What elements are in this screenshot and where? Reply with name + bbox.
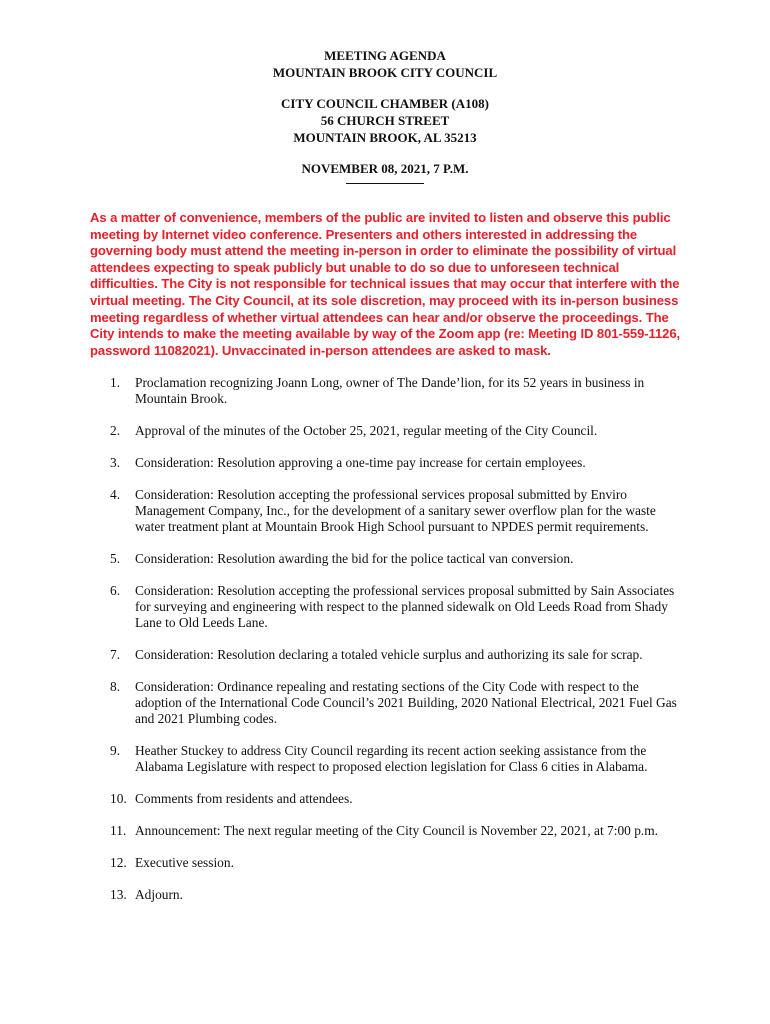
agenda-item-3 — [110, 455, 680, 471]
agenda-item-6 — [110, 583, 680, 631]
agenda-list — [110, 375, 680, 903]
item-text: Consideration: Resolution declaring a totaled vehicle surplus and authorizing its sale for scrap. — [135, 647, 643, 662]
virtual-meeting-notice: As a matter of convenience, members of the public are invited to listen and observe this public meeting by Internet video conference. Presenters and others interested in addressing the governing body must attend the meeting in-person in order to eliminate the possibility of virtual attendees expecting to speak publicly but unable to do so due to unforeseen technical difficulties. The City is not responsible for technical issues that may occur that interfere with the virtual meeting. The City Council, at its sole discretion, may proceed with its in-person business meeting regardless of whether virtual attendees can hear and/or observe the proceedings. The City intends to make the meeting available by way of the Zoom app (re: Meeting ID 801-559-1126, password 11082021). Unvaccinated in-person attendees are asked to mask. — [90, 210, 681, 358]
item-text: Approval of the minutes of the October 25, 2021, regular meeting of the City Council. — [135, 423, 598, 438]
item-number: 2. — [110, 423, 121, 438]
item-text: Consideration: Resolution awarding the bid for the police tactical van conversion. — [135, 551, 574, 566]
header-council: MOUNTAIN BROOK CITY COUNCIL — [272, 65, 498, 80]
item-number: 11. — [110, 823, 127, 838]
item-text: Comments from residents and attendees. — [135, 791, 353, 806]
item-number: 5. — [110, 551, 121, 566]
item-number: 4. — [110, 487, 121, 502]
header-city: MOUNTAIN BROOK, AL 35213 — [293, 130, 477, 145]
item-text: Consideration: Resolution accepting the professional services proposal submitted by Sain Associates for surveying and engineering with respect to the planned sidewalk on Old Leeds Road from Shady Lane to Old Leeds Lane. — [135, 583, 675, 630]
item-text: Adjourn. — [135, 887, 183, 902]
agenda-item-12 — [110, 855, 680, 871]
agenda-item-8 — [110, 679, 680, 727]
agenda-item-9 — [110, 743, 680, 775]
header-street: 56 CHURCH STREET — [320, 113, 450, 128]
item-number: 7. — [110, 647, 121, 662]
agenda-item-11 — [110, 823, 680, 839]
agenda-item-4 — [110, 487, 680, 535]
item-number: 8. — [110, 679, 121, 694]
item-number: 9. — [110, 743, 121, 758]
header-date: NOVEMBER 08, 2021, 7 P.M. — [301, 161, 469, 176]
agenda-item-1 — [110, 375, 680, 407]
agenda-item-7 — [110, 647, 680, 663]
header-divider — [346, 183, 424, 184]
item-number: 6. — [110, 583, 121, 598]
agenda-item-10 — [110, 791, 680, 807]
item-number: 1. — [110, 375, 121, 390]
header-chamber: CITY COUNCIL CHAMBER (A108) — [281, 96, 489, 111]
item-text: Consideration: Resolution accepting the professional services proposal submitted by Enviro Management Company, Inc., for the development of a sanitary sewer overflow plan for the waste water treatment plant at Mountain Brook High School pursuant to NPDES permit requirements. — [135, 487, 656, 534]
item-text: Heather Stuckey to address City Council regarding its recent action seeking assistance from the Alabama Legislature with respect to proposed election legislation for Class 6 cities in Alabama. — [135, 743, 648, 774]
item-text: Consideration: Ordinance repealing and restating sections of the City Code with respect to the adoption of the International Code Council’s 2021 Building, 2020 National Electrical, 2021 Fuel Gas and 2021 Plumbing codes. — [135, 679, 677, 726]
item-number: 10. — [110, 791, 127, 806]
agenda-header — [0, 47, 770, 184]
header-title: MEETING AGENDA — [324, 48, 446, 63]
item-number: 13. — [110, 887, 127, 902]
item-text: Proclamation recognizing Joann Long, owner of The Dande’lion, for its 52 years in business in Mountain Brook. — [135, 375, 645, 406]
item-number: 12. — [110, 855, 127, 870]
item-text: Executive session. — [135, 855, 234, 870]
item-text: Announcement: The next regular meeting of the City Council is November 22, 2021, at 7:00 p.m. — [135, 823, 658, 838]
agenda-item-13 — [110, 887, 680, 903]
item-text: Consideration: Resolution approving a one-time pay increase for certain employees. — [135, 455, 586, 470]
agenda-item-2 — [110, 423, 680, 439]
item-number: 3. — [110, 455, 121, 470]
agenda-item-5 — [110, 551, 680, 567]
